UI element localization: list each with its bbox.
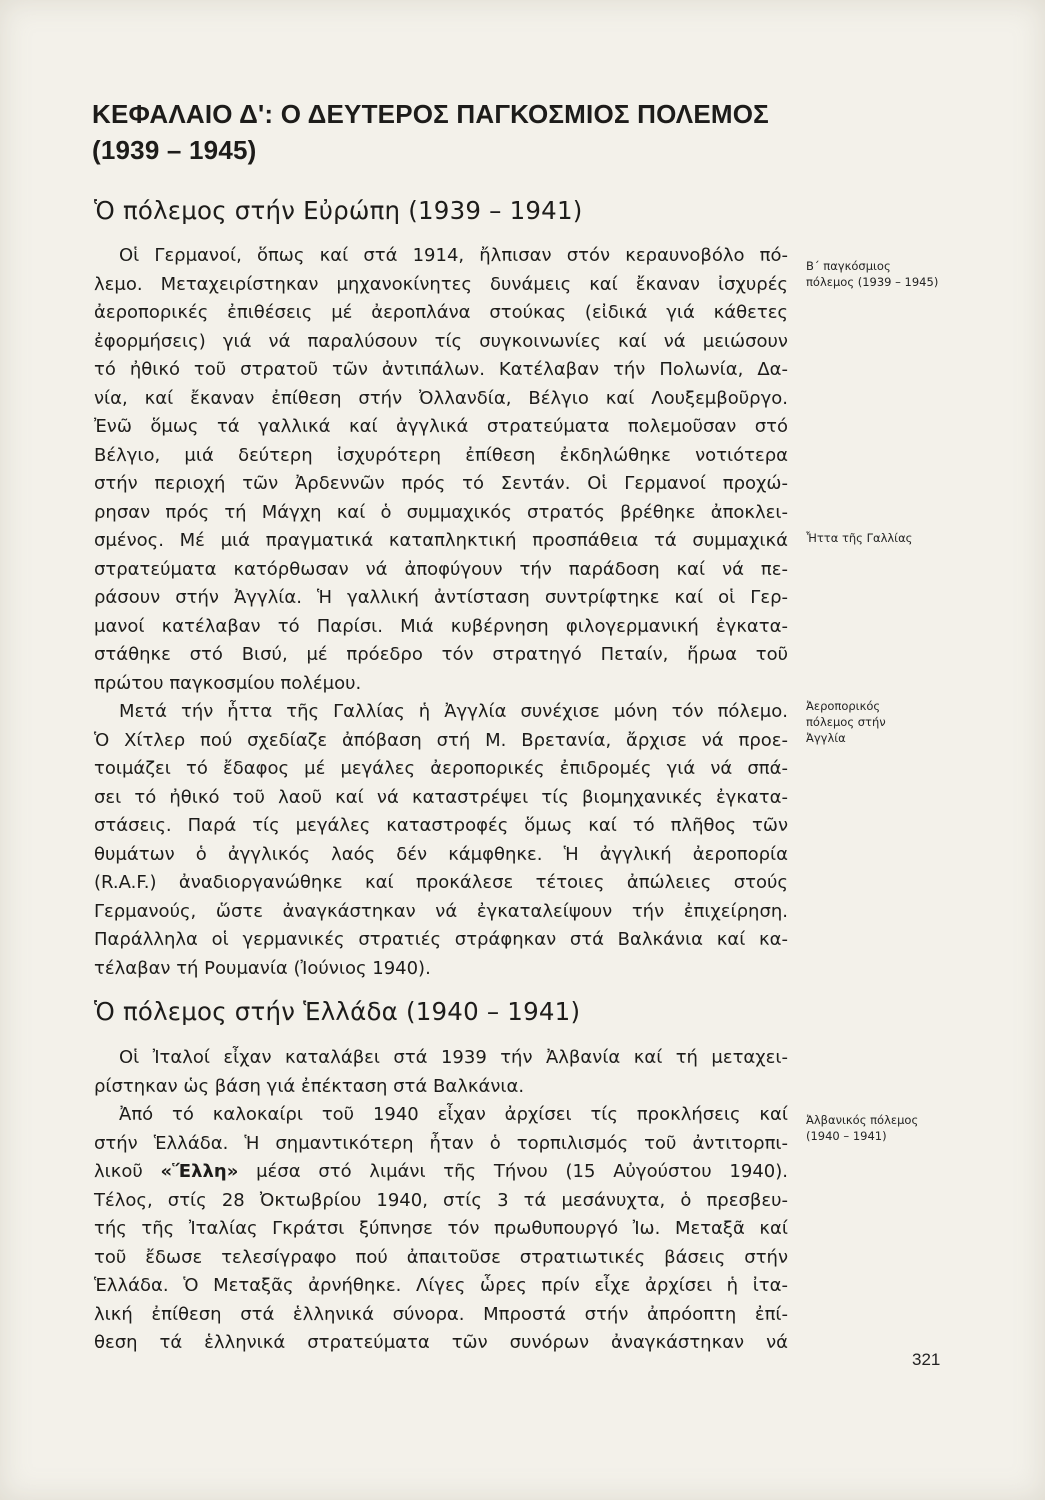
margin-note-fall-of-france [806,530,1006,546]
margin-note-line: Ἀεροπορικός [806,699,881,713]
chapter-title [92,96,792,168]
text-line: λική ἐπίθεση στά ἑλληνικά σύνορα. Μπροστά στήν ἀπρόοπτη ἐπί- [94,1303,788,1325]
text-line: Ἑλλάδα. Ὁ Μεταξᾶς ἀρνήθηκε. Λίγες ὧρες πρίν εἶχε ἀρχίσει ἡ ἰτα- [94,1275,788,1296]
margin-note-air-war [806,698,1006,746]
text-fragment: μέσα στό λιμάνι τῆς Τήνου (15 Αὐγούστου 1940). [256,1161,788,1182]
text-line: Οἱ Γερμανοί, ὅπως καί στά 1914, ἤλπισαν στόν κεραυνοβόλο πό- [119,245,788,266]
text-line: Οἱ Ἰταλοί εἶχαν καταλάβει στά 1939 τήν Ἀλβανία καί τή μεταχει- [119,1047,788,1068]
margin-note-line: (1940 – 1941) [806,1129,887,1143]
text-line: Παράλληλα οἱ γερμανικές στρατιές στράφηκαν στά Βαλκάνια καί κα- [94,929,788,950]
text-line: τής τῆς Ἰταλίας Γκράτσι ξύπνησε τόν πρωθυπουργό Ἰω. Μεταξᾶ καί [94,1218,788,1239]
page-number: 321 [912,1350,941,1369]
text-line: στάσεις. Παρά τίς μεγάλες καταστροφές ὅμως καί τό πλῆθος τῶν [94,815,788,836]
margin-note-line: Ἧττα τῆς Γαλλίας [806,531,913,545]
text-line: (R.A.F.) ἀναδιοργανώθηκε καί προκάλεσε τέτοιες ἀπώλειες στούς [94,872,788,893]
margin-note-ww2 [806,258,1006,290]
text-fragment: λικοῦ [94,1161,143,1182]
text-line: στήν Ἑλλάδα. Ἡ σημαντικότερη ἦταν ὁ τορπιλισμός τοῦ ἀντιτορπι- [94,1132,788,1154]
text-line: σμένος. Μέ μιά πραγματικά καταπληκτική προσπάθεια τά συμμαχικά [94,530,788,551]
text-line: στρατεύματα κατόρθωσαν νά ἀποφύγουν τήν παράδοση καί νά πε- [94,558,788,580]
text-line: Ἐνῶ ὅμως τά γαλλικά καί ἀγγλικά στρατεύματα πολεμοῦσαν στό [94,416,788,437]
text-line: ράσουν στήν Ἀγγλία. Ἡ γαλλική ἀντίσταση συντρίφτηκε καί οἱ Γερ- [94,587,788,608]
text-line: νία, καί ἔκαναν ἐπίθεση στήν Ὀλλανδία, Βέλγιο καί Λουξεμβοῦργο. [94,387,788,409]
text-line: στάθηκε στό Βισύ, μέ πρόεδρο τόν στρατηγό Πεταίν, ἥρωα τοῦ [94,644,788,665]
text-line: Ἀπό τό καλοκαίρι τοῦ 1940 εἶχαν ἀρχίσει τίς προκλήσεις καί [119,1104,788,1125]
chapter-title-line1: ΚΕΦΑΛΑΙΟ Δ': Ο ΔΕΥΤΕΡΟΣ ΠΑΓΚΟΣΜΙΟΣ ΠΟΛΕΜΟΣ [92,99,769,129]
text-line: Τέλος, στίς 28 Ὀκτωβρίου 1940, στίς 3 τά μεσάνυχτα, ὁ πρεσβευ- [94,1189,788,1211]
section-heading-europe: Ὁ πόλεμος στήν Εὐρώπη (1939 – 1941) [94,196,583,225]
text-line: ρίστηκαν ὡς βάση γιά ἐπέκταση στά Βαλκάνια. [94,1075,525,1097]
margin-note-line: Β΄ παγκόσμιος [806,259,891,273]
margin-note-line: πόλεμος (1939 – 1945) [806,275,939,289]
text-line: πρώτου παγκοσμίου πολέμου. [94,672,362,694]
text-line: τοιμάζει τό ἔδαφος μέ μεγάλες ἀεροπορικές ἐπιδρομές γιά νά σπά- [94,758,788,779]
ship-name: «Ἕλλη» [160,1161,239,1182]
section-europe-body [94,242,788,983]
text-line: στήν περιοχή τῶν Ἀρδεννῶν πρός τό Σεντάν. Οἱ Γερμανοί προχώ- [94,473,788,494]
section-greece-body [94,1044,788,1358]
text-line: Μετά τήν ἧττα τῆς Γαλλίας ἡ Ἀγγλία συνέχισε μόνη τόν πόλεμο. [119,701,788,722]
margin-note-albanian-war [806,1112,1006,1144]
text-line: ἀεροπορικές ἐπιθέσεις μέ ἀεροπλάνα στούκας (εἰδικά γιά κάθετες [94,302,788,323]
text-line: Γερμανούς, ὥστε ἀναγκάστηκαν νά ἐγκαταλείψουν τήν ἐπιχείρηση. [94,900,788,922]
text-line: Βέλγιο, μιά δεύτερη ἰσχυρότερη ἐπίθεση ἐκδηλώθηκε νοτιότερα [94,444,788,466]
text-line: τό ἠθικό τοῦ στρατοῦ τῶν ἀντιπάλων. Κατέλαβαν τήν Πολωνία, Δα- [94,359,788,380]
chapter-title-line2: (1939 – 1945) [92,135,257,165]
text-line: Ὁ Χίτλερ πού σχεδίαζε ἀπόβαση στή Μ. Βρετανία, ἄρχισε νά προε- [94,729,788,751]
text-line: θεση τά ἑλληνικά στρατεύματα τῶν συνόρων ἀναγκάστηκαν νά [94,1332,788,1353]
margin-note-line: Ἀγγλία [806,731,846,745]
text-line: τοῦ ἔδωσε τελεσίγραφο πού ἀπαιτοῦσε στρατιωτικές βάσεις στήν [94,1246,788,1268]
section-heading-greece: Ὁ πόλεμος στήν Ἑλλάδα (1940 – 1941) [94,997,581,1026]
margin-note-line: Ἀλβανικός πόλεμος [806,1113,919,1127]
text-line: ἐφορμήσεις) γιά νά παραλύσουν τίς συγκοινωνίες καί νά μειώσουν [94,330,788,352]
text-line: σει τό ἠθικό τοῦ λαοῦ καί νά καταστρέψει τίς βιομηχανικές ἐγκατα- [94,786,788,808]
text-line: λεμο. Μεταχειρίστηκαν μηχανοκίνητες δυνάμεις καί ἔκαναν ἰσχυρές [94,273,788,295]
margin-note-line: πόλεμος στήν [806,715,886,729]
text-line: μανοί κατέλαβαν τό Παρίσι. Μιά κυβέρνηση φιλογερμανική ἐγκατα- [94,615,788,637]
text-line: θυμάτων ὁ ἀγγλικός λαός δέν κάμφθηκε. Ἡ ἀγγλική ἀεροπορία [94,843,788,865]
text-line: ρησαν πρός τή Μάγχη καί ὁ συμμαχικός στρατός βρέθηκε ἀποκλει- [94,501,788,523]
text-line [94,1158,788,1187]
text-line: τέλαβαν τή Ρουμανία (Ἰούνιος 1940). [94,957,431,979]
